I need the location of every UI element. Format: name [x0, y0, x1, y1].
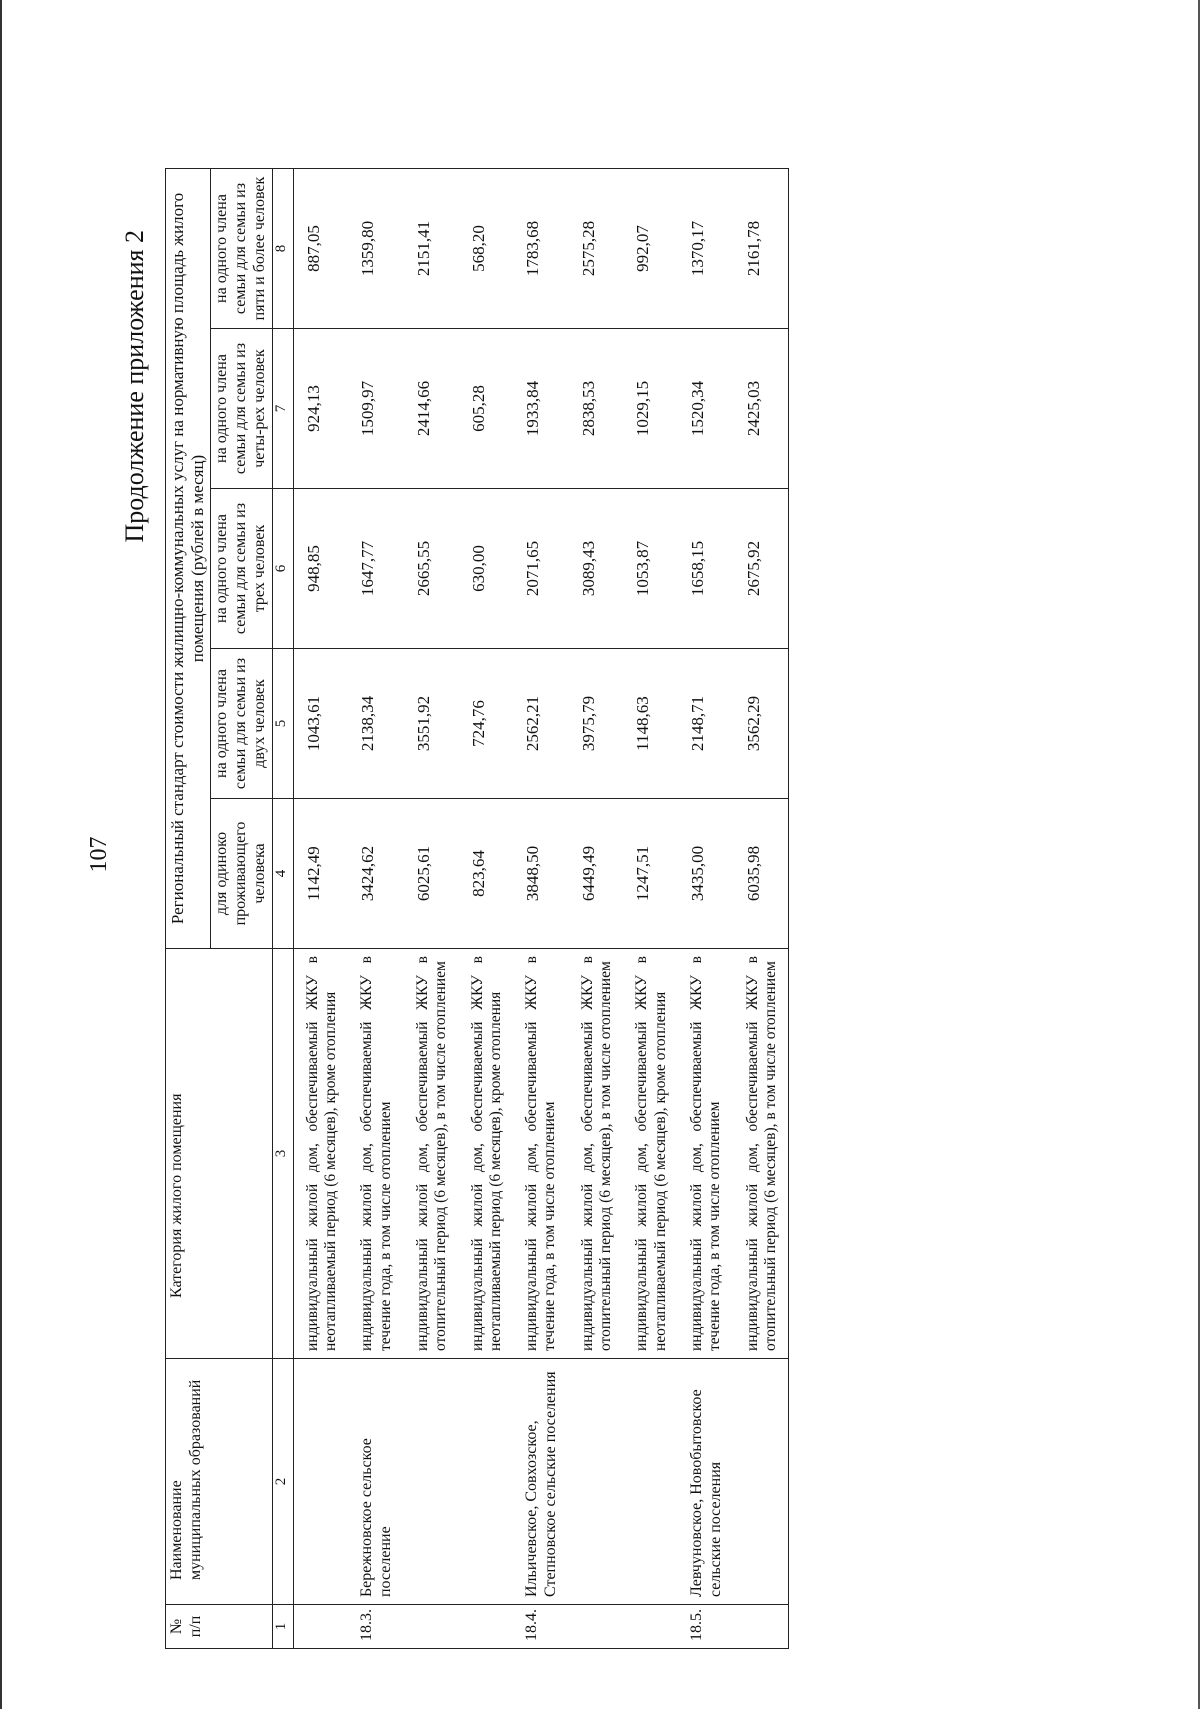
value-cell: 1783,68 [513, 168, 569, 328]
category-cell: индивидуальный жилой дом, обеспечиваемый ЖКУ в течение года, в том числе отоплением [678, 949, 734, 1359]
value-cell: 2414,66 [404, 329, 459, 489]
table-row [348, 168, 404, 1648]
table-row [459, 168, 514, 1648]
value-cell: 1647,77 [348, 489, 404, 649]
header-family-of-three: на одного члена семьи для семьи из трех человек [211, 489, 273, 649]
table-row [293, 168, 348, 1648]
header-single-person: для одиноко проживающего человека [211, 799, 273, 949]
value-cell: 887,05 [293, 168, 348, 328]
municipality-cell [569, 1359, 624, 1605]
row-number-cell [569, 1605, 624, 1649]
row-number-cell [734, 1605, 789, 1649]
municipality-cell [459, 1359, 514, 1605]
value-cell: 1658,15 [678, 489, 734, 649]
value-cell: 2138,34 [348, 649, 404, 799]
category-cell: индивидуальный жилой дом, обеспечиваемый ЖКУ в отопительный период (6 месяцев), в том числе отоплением [404, 949, 459, 1359]
row-number-cell [459, 1605, 514, 1649]
table-body [293, 168, 789, 1648]
value-cell: 2161,78 [734, 168, 789, 328]
value-cell: 6035,98 [734, 799, 789, 949]
header-family-of-five-plus: на одного члена семьи для семьи из пяти и более человек [211, 168, 273, 328]
column-number: 6 [272, 489, 293, 649]
value-cell: 924,13 [293, 329, 348, 489]
value-cell: 1933,84 [513, 329, 569, 489]
value-cell: 1247,51 [623, 799, 678, 949]
value-cell: 823,64 [459, 799, 514, 949]
row-number-cell: 18.4. [513, 1605, 569, 1649]
value-cell: 1520,34 [678, 329, 734, 489]
category-cell: индивидуальный жилой дом, обеспечиваемый ЖКУ в отопительный период (6 месяцев), в том числе отоплением [734, 949, 789, 1359]
municipality-cell: Ильичевское, Совхозское, Степновское сельские поселения [513, 1359, 569, 1605]
category-cell: индивидуальный жилой дом, обеспечиваемый ЖКУ в неотапливаемый период (6 месяцев), кроме отопления [623, 949, 678, 1359]
table-row [623, 168, 678, 1648]
value-cell: 630,00 [459, 489, 514, 649]
header-number: № п/п [166, 1605, 273, 1649]
value-cell: 1359,80 [348, 168, 404, 328]
value-cell: 3089,43 [569, 489, 624, 649]
value-cell: 3975,79 [569, 649, 624, 799]
value-cell: 2151,41 [404, 168, 459, 328]
value-cell: 568,20 [459, 168, 514, 328]
value-cell: 2675,92 [734, 489, 789, 649]
value-cell: 3848,50 [513, 799, 569, 949]
header-regional-standard: Региональный стандарт стоимости жилищно-коммунальных услуг на нормативную площадь жилого помещения (рублей в месяц) [166, 168, 211, 948]
municipality-cell: Левчуновское, Новобытовское сельские поселения [678, 1359, 734, 1605]
header-category: Категория жилого помещения [166, 949, 273, 1359]
column-number: 1 [272, 1605, 293, 1649]
table-row [678, 168, 734, 1648]
column-number-row [272, 168, 293, 1648]
value-cell: 1509,97 [348, 329, 404, 489]
header-family-of-four: на одного члена семьи для семьи из четы-рех человек [211, 329, 273, 489]
column-number: 3 [272, 949, 293, 1359]
value-cell: 6025,61 [404, 799, 459, 949]
category-cell: индивидуальный жилой дом, обеспечиваемый ЖКУ в отопительный период (6 месяцев), в том числе отоплением [569, 949, 624, 1359]
value-cell: 3424,62 [348, 799, 404, 949]
value-cell: 6449,49 [569, 799, 624, 949]
category-cell: индивидуальный жилой дом, обеспечиваемый ЖКУ в течение года, в том числе отоплением [348, 949, 404, 1359]
value-cell: 2425,03 [734, 329, 789, 489]
row-number-cell [623, 1605, 678, 1649]
value-cell: 2575,28 [569, 168, 624, 328]
value-cell: 2665,55 [404, 489, 459, 649]
header-municipality: Наименование муниципальных образований [166, 1359, 273, 1605]
value-cell: 3435,00 [678, 799, 734, 949]
category-cell: индивидуальный жилой дом, обеспечиваемый ЖКУ в течение года, в том числе отоплением [513, 949, 569, 1359]
value-cell: 1148,63 [623, 649, 678, 799]
table-row [734, 168, 789, 1648]
table-row [404, 168, 459, 1648]
value-cell: 2148,71 [678, 649, 734, 799]
table-row [569, 168, 624, 1648]
value-cell: 1029,15 [623, 329, 678, 489]
value-cell: 2562,21 [513, 649, 569, 799]
municipality-cell [734, 1359, 789, 1605]
value-cell: 1370,17 [678, 168, 734, 328]
row-number-cell [404, 1605, 459, 1649]
municipality-cell [404, 1359, 459, 1605]
column-number: 8 [272, 168, 293, 328]
value-cell: 3551,92 [404, 649, 459, 799]
value-cell: 1053,87 [623, 489, 678, 649]
appendix-title: Продолжение приложения 2 [120, 230, 149, 543]
value-cell: 724,76 [459, 649, 514, 799]
category-cell: индивидуальный жилой дом, обеспечиваемый ЖКУ в неотапливаемый период (6 месяцев), кроме отопления [293, 949, 348, 1359]
value-cell: 2838,53 [569, 329, 624, 489]
header-family-of-two: на одного члена семьи для семьи из двух человек [211, 649, 273, 799]
value-cell: 2071,65 [513, 489, 569, 649]
value-cell: 948,85 [293, 489, 348, 649]
value-cell: 992,07 [623, 168, 678, 328]
municipality-cell: Бережновское сельское поселение [348, 1359, 404, 1605]
value-cell: 605,28 [459, 329, 514, 489]
column-number: 7 [272, 329, 293, 489]
value-cell: 1043,61 [293, 649, 348, 799]
municipality-cell [623, 1359, 678, 1605]
category-cell: индивидуальный жилой дом, обеспечиваемый ЖКУ в неотапливаемый период (6 месяцев), кроме отопления [459, 949, 514, 1359]
column-number: 5 [272, 649, 293, 799]
value-cell: 1142,49 [293, 799, 348, 949]
row-number-cell [293, 1605, 348, 1649]
municipality-cell [293, 1359, 348, 1605]
housing-cost-table [165, 168, 789, 1649]
value-cell: 3562,29 [734, 649, 789, 799]
row-number-cell: 18.3. [348, 1605, 404, 1649]
page-number: 107 [86, 836, 112, 873]
column-number: 4 [272, 799, 293, 949]
row-number-cell: 18.5. [678, 1605, 734, 1649]
column-number: 2 [272, 1359, 293, 1605]
table-row [513, 168, 569, 1648]
